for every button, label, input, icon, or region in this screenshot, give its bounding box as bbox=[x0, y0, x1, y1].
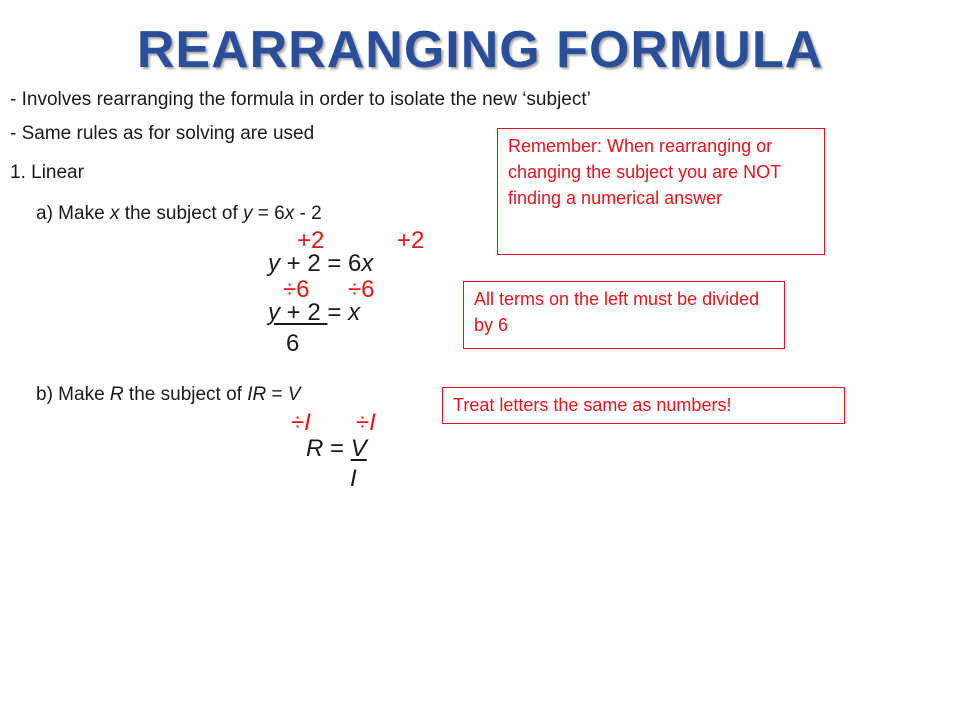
part-b-step-left-sym: ÷ bbox=[291, 409, 305, 436]
section-linear: 1. Linear bbox=[10, 162, 84, 183]
part-b-eq-equals: = bbox=[323, 435, 351, 462]
part-b-step-right-var: I bbox=[369, 409, 376, 436]
part-b-prompt-eq: = bbox=[266, 384, 288, 405]
part-b-step-right bbox=[356, 409, 376, 437]
part-a-eq2-num-y: y bbox=[268, 299, 280, 326]
bullet-same-rules: - Same rules as for solving are used bbox=[10, 123, 315, 144]
note-divide: All terms on the left must be divided by 6 bbox=[463, 281, 785, 349]
part-a-prompt-x2: x bbox=[284, 203, 295, 224]
part-b-prompt-ir: IR bbox=[247, 384, 267, 405]
part-a-prompt-y: y bbox=[243, 203, 253, 224]
part-a-eq1-x: x bbox=[361, 250, 374, 277]
part-b-prompt bbox=[36, 384, 301, 406]
part-b-eq-den: I bbox=[350, 465, 357, 492]
note-letters: Treat letters the same as numbers! bbox=[442, 387, 845, 424]
bullet-involves: - Involves rearranging the formula in order to isolate the new ‘subject’ bbox=[10, 89, 591, 110]
part-a-eq2-equals: = bbox=[327, 299, 349, 326]
part-b-prompt-v: V bbox=[287, 384, 301, 405]
part-b-step-right-sym: ÷ bbox=[356, 409, 370, 436]
part-a-prompt-end: - 2 bbox=[294, 203, 322, 224]
part-b-eq-denominator bbox=[350, 465, 357, 493]
part-a-prompt-post: = 6 bbox=[252, 203, 285, 224]
part-b-step-left bbox=[291, 409, 311, 437]
part-a-prompt-mid: the subject of bbox=[119, 203, 243, 224]
part-b-prompt-pre: b) Make bbox=[36, 384, 110, 405]
part-b-eq bbox=[306, 435, 367, 463]
part-a-eq1 bbox=[268, 250, 373, 278]
part-b-prompt-mid: the subject of bbox=[123, 384, 248, 405]
part-b-prompt-var: R bbox=[109, 384, 124, 405]
part-a-step2-left: ÷6 bbox=[283, 276, 310, 303]
part-a-step2-right: ÷6 bbox=[348, 276, 375, 303]
part-a-eq1-y: y bbox=[268, 250, 280, 277]
part-a-prompt bbox=[36, 203, 322, 225]
part-a-eq2-num-rest: + 2 bbox=[280, 299, 328, 326]
part-b-eq-r: R bbox=[306, 435, 324, 462]
part-b-eq-v: V bbox=[350, 435, 367, 462]
note-remember: Remember: When rearranging or changing the subject you are NOT finding a numerical answer bbox=[497, 128, 825, 255]
part-a-prompt-var: x bbox=[109, 203, 120, 224]
part-a-prompt-pre: a) Make bbox=[36, 203, 110, 224]
part-a-eq2-numerator bbox=[268, 299, 327, 326]
part-a-eq2-x: x bbox=[348, 299, 361, 326]
part-a-step1-left: +2 bbox=[297, 227, 325, 254]
part-a-step1-right: +2 bbox=[397, 227, 425, 254]
page-title: REARRANGING FORMULA bbox=[136, 21, 824, 79]
part-a-eq2 bbox=[268, 299, 360, 327]
part-a-eq2-denominator: 6 bbox=[286, 330, 300, 357]
part-b-step-left-var: I bbox=[304, 409, 311, 436]
part-a-eq1-rest: + 2 = 6 bbox=[280, 250, 362, 277]
